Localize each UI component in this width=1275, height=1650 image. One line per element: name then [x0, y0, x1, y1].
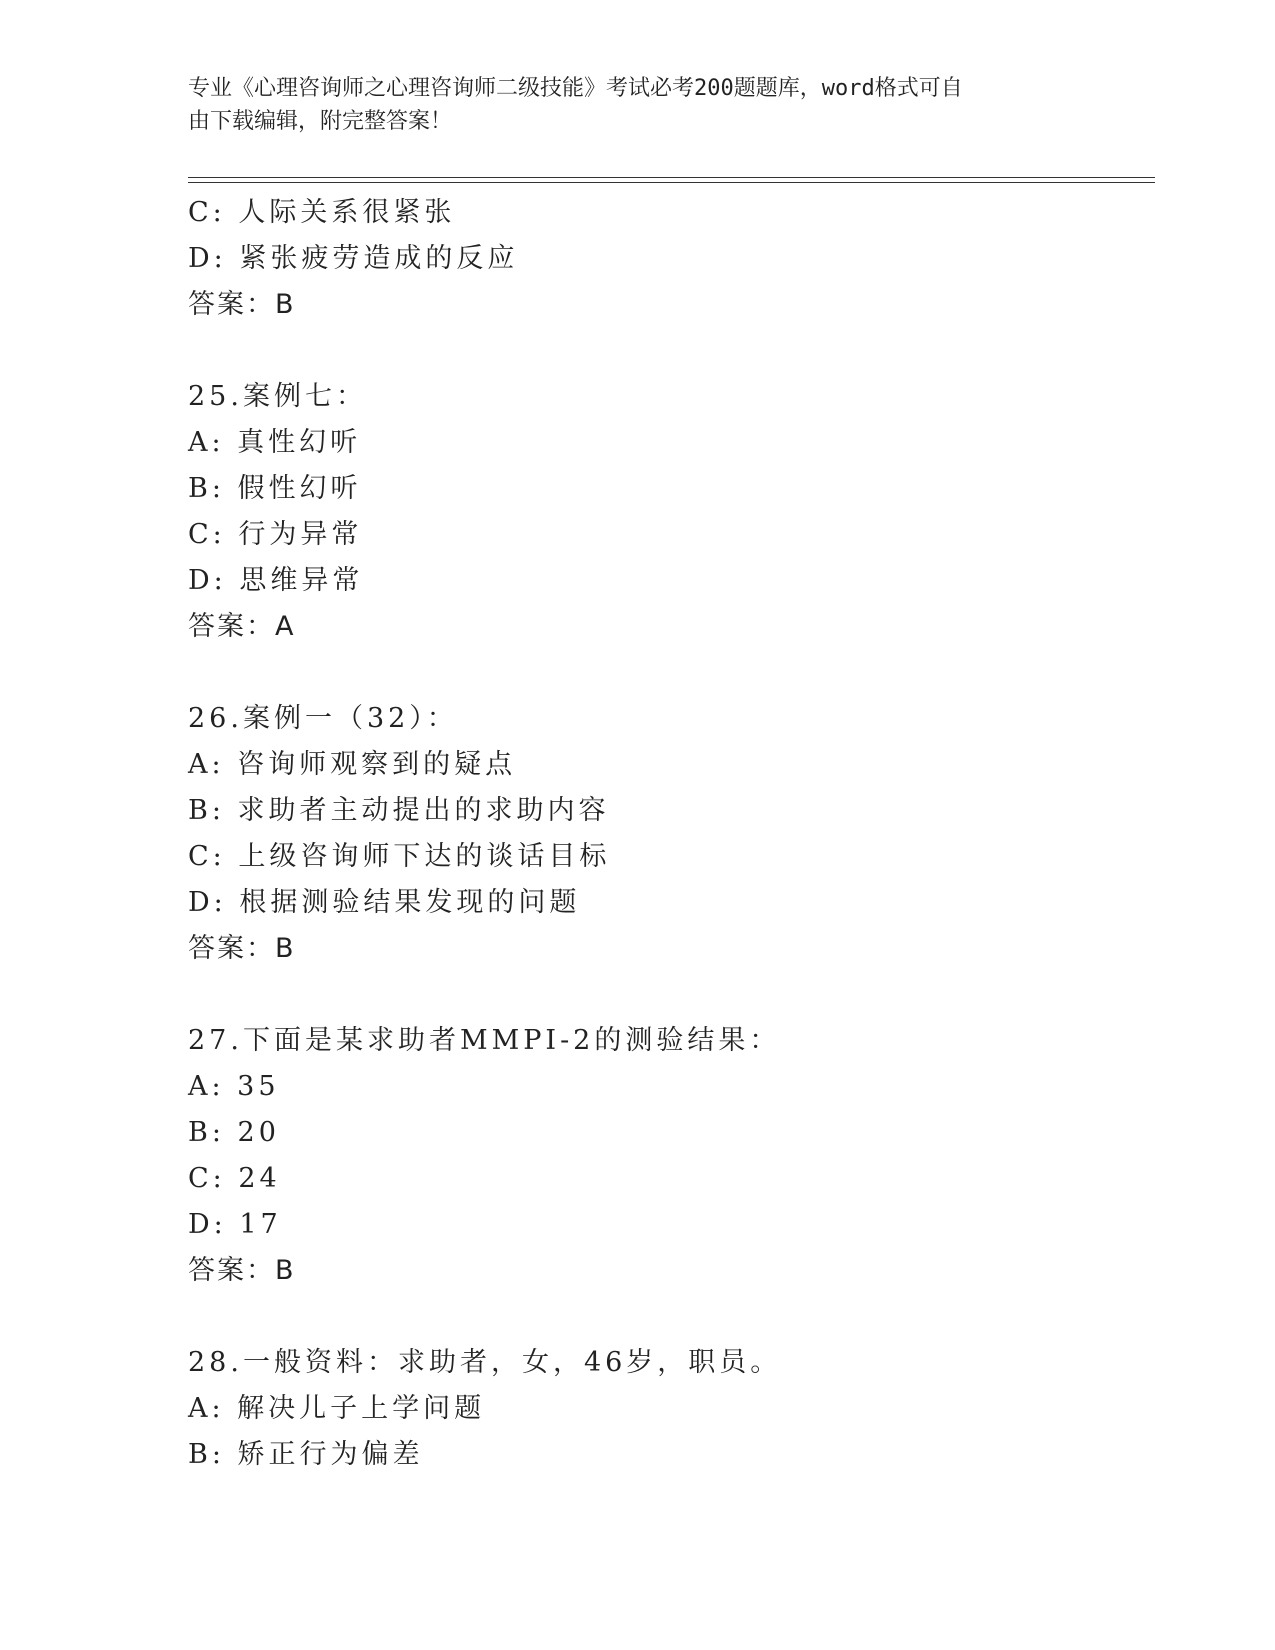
- option-d: D: 根据测验结果发现的问题: [188, 887, 581, 918]
- option-c: C: 人际关系很紧张: [188, 197, 456, 228]
- option-c: C: 24: [188, 1163, 281, 1194]
- option-b: B: 矫正行为偏差: [188, 1439, 424, 1470]
- answer-line: 答案：B: [188, 289, 296, 320]
- document-header: [188, 72, 1088, 138]
- answer-line: 答案：B: [188, 1255, 296, 1286]
- option-c: C: 上级咨询师下达的谈话目标: [188, 841, 611, 872]
- answer-line: 答案：A: [188, 611, 296, 642]
- question-28: 28.一般资料：求助者，女，46岁，职员。: [188, 1347, 782, 1378]
- header-divider-top: [188, 177, 1155, 178]
- option-d: D: 思维异常: [188, 565, 364, 596]
- option-b: B: 假性幻听: [188, 473, 362, 504]
- question-body: [188, 190, 1155, 1478]
- header-line-2: 由下载编辑，附完整答案！: [188, 109, 453, 134]
- option-a: A: 解决儿子上学问题: [188, 1393, 486, 1424]
- option-a: A: 咨询师观察到的疑点: [188, 749, 517, 780]
- answer-line: 答案：B: [188, 933, 296, 964]
- question-25: 25.案例七：: [188, 381, 367, 412]
- option-d: D: 紧张疲劳造成的反应: [188, 243, 519, 274]
- option-a: A: 真性幻听: [188, 427, 362, 458]
- option-c: C: 行为异常: [188, 519, 363, 550]
- option-d: D: 17: [188, 1209, 282, 1240]
- option-b: B: 20: [188, 1117, 280, 1148]
- option-a: A: 35: [188, 1071, 280, 1102]
- question-27: 27.下面是某求助者MMPI-2的测验结果：: [188, 1025, 781, 1056]
- header-divider-bottom: [188, 182, 1155, 183]
- question-26: 26.案例一（32）：: [188, 703, 458, 734]
- option-b: B: 求助者主动提出的求助内容: [188, 795, 610, 826]
- header-line-1: 专业《心理咨询师之心理咨询师二级技能》考试必考200题题库，word格式可自: [188, 76, 963, 101]
